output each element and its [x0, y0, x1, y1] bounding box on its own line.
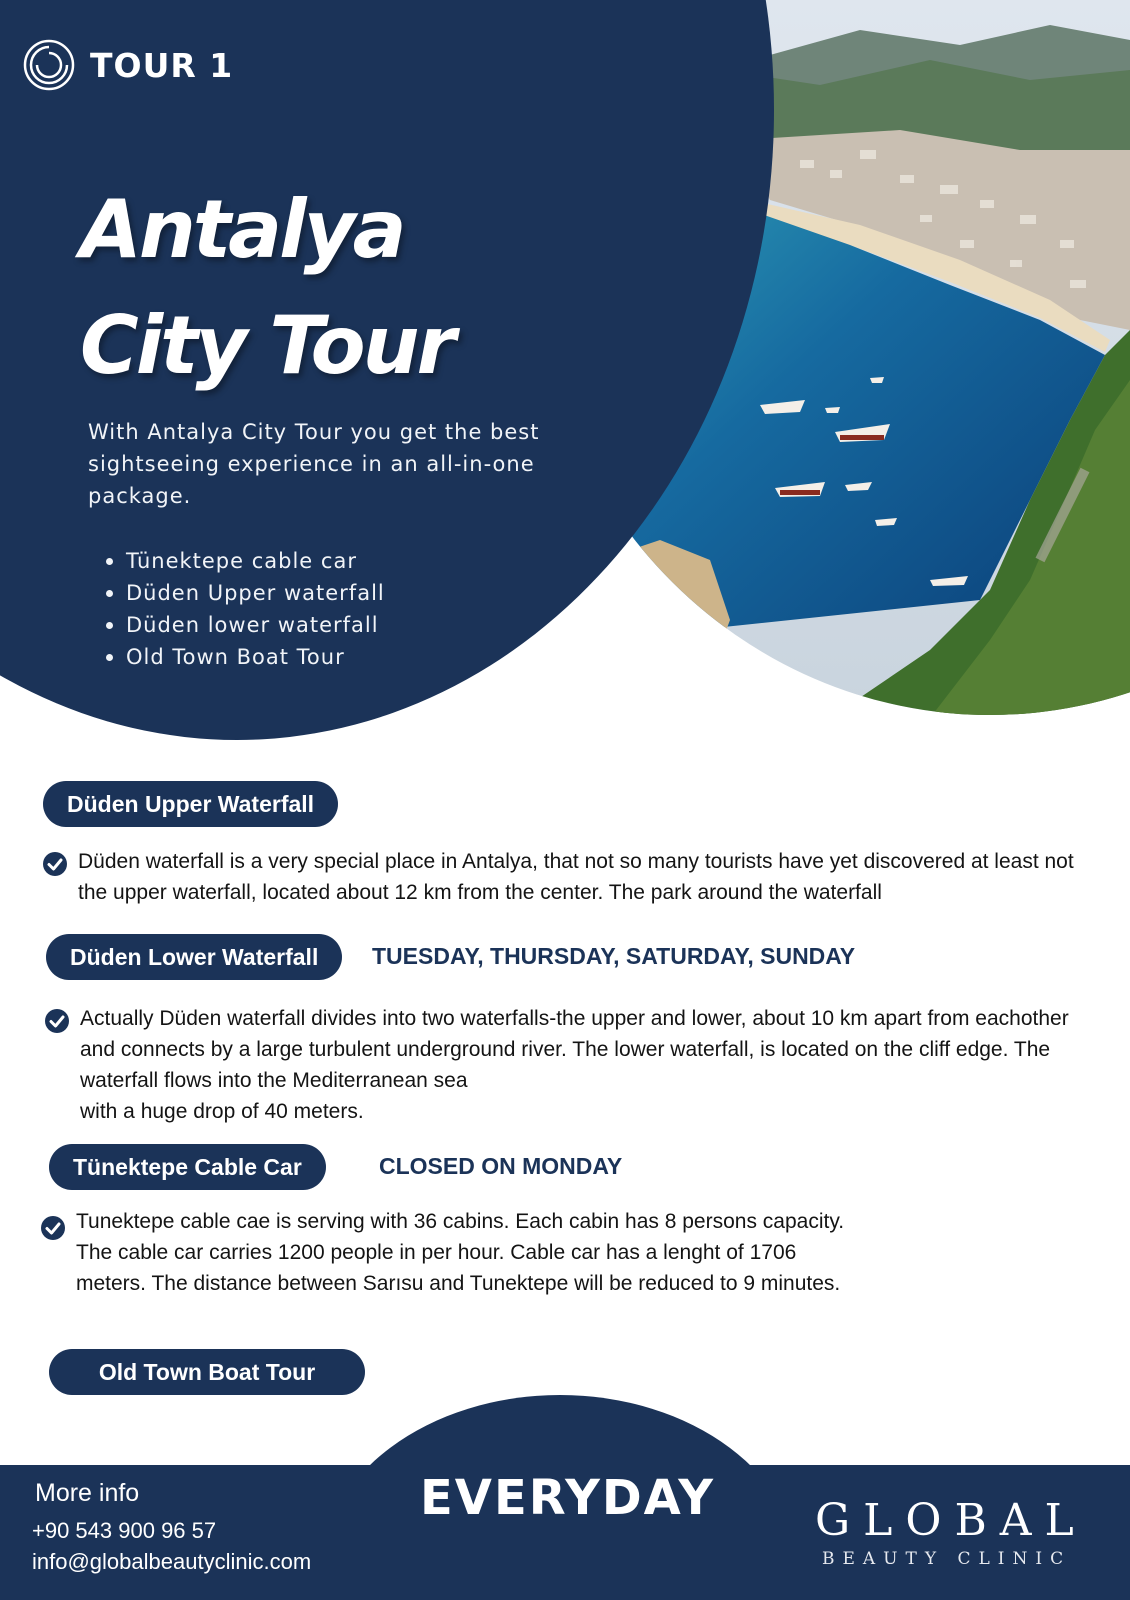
brand-name: GLOBAL: [815, 1495, 1087, 1546]
cable-car-text: Tunektepe cable cae is serving with 36 cabins. Each cabin has 8 persons capacity. The cable car carries 1200 people in per hour. Cable car has a lenght of 1706 meters. The distance between Sarısu and Tunektepe will be reduced to 9 minutes.: [76, 1210, 845, 1295]
phone-number[interactable]: +90 543 900 96 57: [32, 1518, 217, 1543]
section-title-lower-waterfall: Düden Lower Waterfall: [46, 934, 342, 980]
email-address[interactable]: info@globalbeautyclinic.com: [32, 1549, 312, 1574]
upper-waterfall-text: Düden waterfall is a very special place in Antalya, that not so many tourists have yet discovered at least not the upper waterfall, located about 12 km from the center. The park around the waterfall: [78, 850, 1074, 904]
check-circle-icon: [40, 1215, 66, 1241]
title-line-2: City Tour: [80, 299, 453, 392]
section-title-cable-car: Tünektepe Cable Car: [49, 1144, 326, 1190]
lower-waterfall-text-1: Actually Düden waterfall divides into two waterfalls-the upper and lower, about 10 km apart from eachother and connects by a large turbulent underground river. The lower waterfall, is located on the cliff edge. The waterfall flows into the Mediterranean sea: [80, 1007, 1069, 1092]
cable-car-days: CLOSED ON MONDAY: [379, 1153, 623, 1179]
page-title: [80, 172, 453, 404]
section-title-upper-waterfall: Düden Upper Waterfall: [43, 781, 338, 827]
cable-car-item: [40, 1206, 860, 1299]
highlights-list: [104, 545, 385, 673]
logo-text: TOUR 1: [90, 45, 234, 85]
list-item: Düden lower waterfall: [104, 609, 385, 641]
check-circle-icon: [44, 1008, 70, 1034]
lower-waterfall-days: TUESDAY, THURSDAY, SATURDAY, SUNDAY: [372, 943, 856, 969]
title-line-1: Antalya: [80, 183, 404, 276]
more-info-label: More info: [35, 1479, 140, 1507]
schedule-label: EVERYDAY: [420, 1470, 715, 1526]
spiral-logo-icon: [22, 36, 76, 94]
brand-subtitle: BEAUTY CLINIC: [822, 1549, 1072, 1569]
list-item: Old Town Boat Tour: [104, 641, 385, 673]
lower-waterfall-text-2: with a huge drop of 40 meters.: [80, 1100, 364, 1123]
lower-waterfall-item: [44, 1003, 1089, 1127]
list-item: Tünektepe cable car: [104, 545, 385, 577]
list-item: Düden Upper waterfall: [104, 577, 385, 609]
intro-text: With Antalya City Tour you get the best sightseeing experience in an all-in-one package.: [88, 420, 540, 508]
check-circle-icon: [42, 851, 68, 877]
upper-waterfall-item: [42, 846, 1087, 908]
section-title-boat-tour: Old Town Boat Tour: [49, 1349, 365, 1395]
lower-waterfall-text: [80, 1003, 1089, 1127]
logo: [22, 36, 233, 94]
